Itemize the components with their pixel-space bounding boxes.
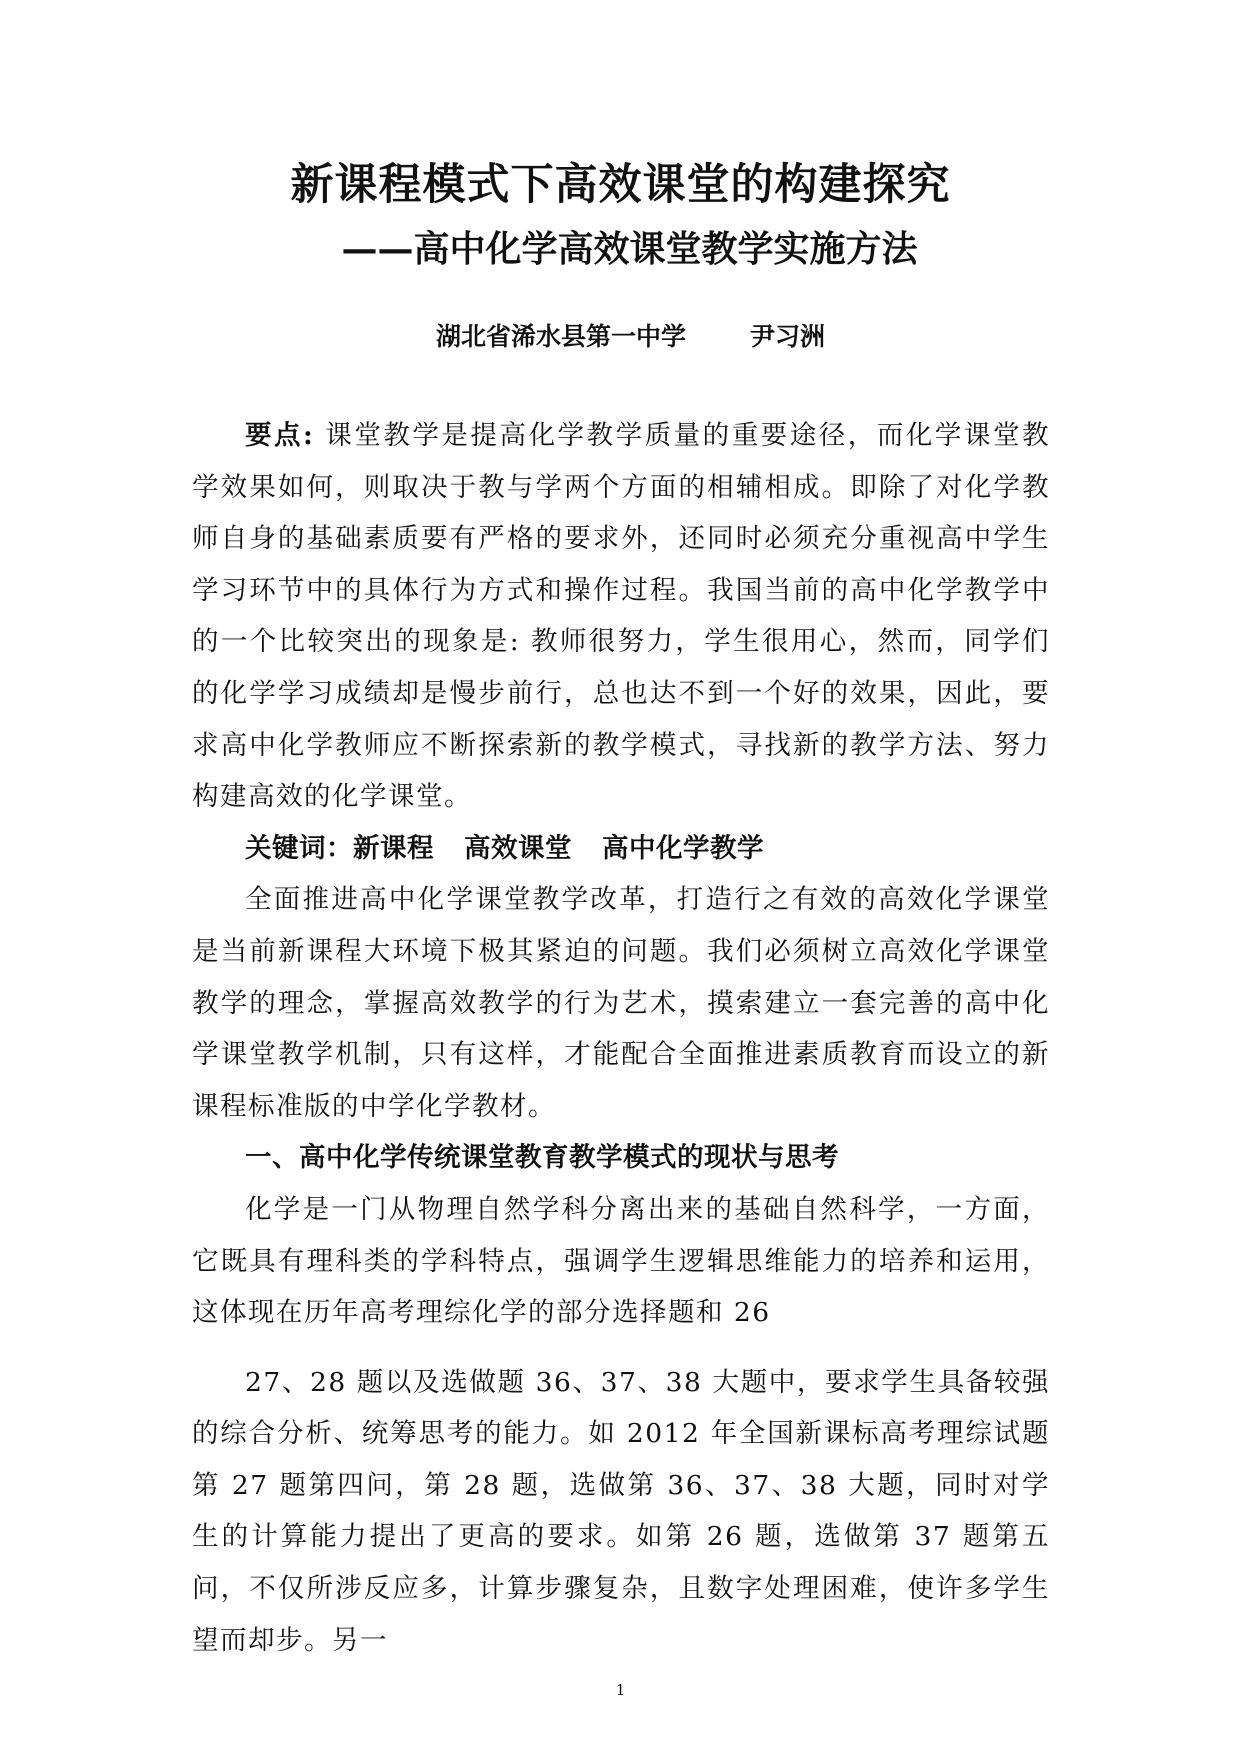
document-title: 新课程模式下高效课堂的构建探究 [290, 160, 951, 210]
keyword: 高效课堂 [464, 832, 572, 864]
abstract-label: 要点: [245, 420, 315, 451]
document-subtitle: ——高中化学高效课堂教学实施方法 [341, 228, 918, 270]
author-line [0, 320, 1241, 354]
keywords-paragraph [192, 823, 1050, 875]
page-number: 1 [615, 1681, 626, 1699]
abstract-text: 课堂教学是提高化学教学质量的重要途径，而化学课堂教学效果如何，则取决于教与学两个方面的相辅相成。即除了对化学教师自身的基础素质要有严格的要求外，还同时必须充分重视高中学生学习环节中的具体行为方式和操作过程。我国当前的高中化学教学中的一个比较突出的现象是: 教师很努力，学生很用心，然而，同学们的化学学习成绩却是慢步前行，总也达不到一个好的效果，因此，要求高中化学教师应不断探索新的教学模式，寻找新的教学方法、努力构建高效的化学课堂。 [192, 420, 1050, 813]
section-heading: 一、高中化学传统课堂教育教学模式的现状与思考 [245, 1142, 839, 1174]
keywords-label: 关键词： [245, 832, 353, 864]
abstract-paragraph [192, 410, 1050, 823]
document-body [192, 410, 1050, 1666]
author-school: 湖北省浠水县第一中学 [435, 322, 686, 351]
intro-paragraph: 全面推进高中化学课堂教学改革，打造行之有效的高效化学课堂是当前新课程大环境下极其紧迫的问题。我们必须树立高效化学课堂教学的理念，掌握高效教学的行为艺术，摸索建立一套完善的高中化学课堂教学机制，只有这样，才能配合全面推进素质教育而设立的新课程标准版的中学化学教材。 [192, 884, 1050, 1122]
keyword: 高中化学教学 [602, 832, 764, 864]
body-paragraph: 27、28 题以及选做题 36、37、38 大题中，要求学生具备较强的综合分析、统筹思考的能力。如 2012 年全国新课标高考理综试题第 27 题第四问，第 28 题，选做第 36、37、38 大题，同时对学生的计算能力提出了更高的要求。如第 26 题，选做第 37 题第五问，不仅所涉反应多，计算步骤复杂，且数字处理困难，使许多学生望而却步。另一 [192, 1366, 1050, 1656]
keyword: 新课程 [353, 832, 434, 864]
author-name: 尹习洲 [750, 322, 826, 351]
body-paragraph: 化学是一门从物理自然学科分离出来的基础自然科学，一方面，它既具有理科类的学科特点，强调学生逻辑思维能力的培养和运用，这体现在历年高考理综化学的部分选择题和 26 [192, 1193, 1050, 1329]
